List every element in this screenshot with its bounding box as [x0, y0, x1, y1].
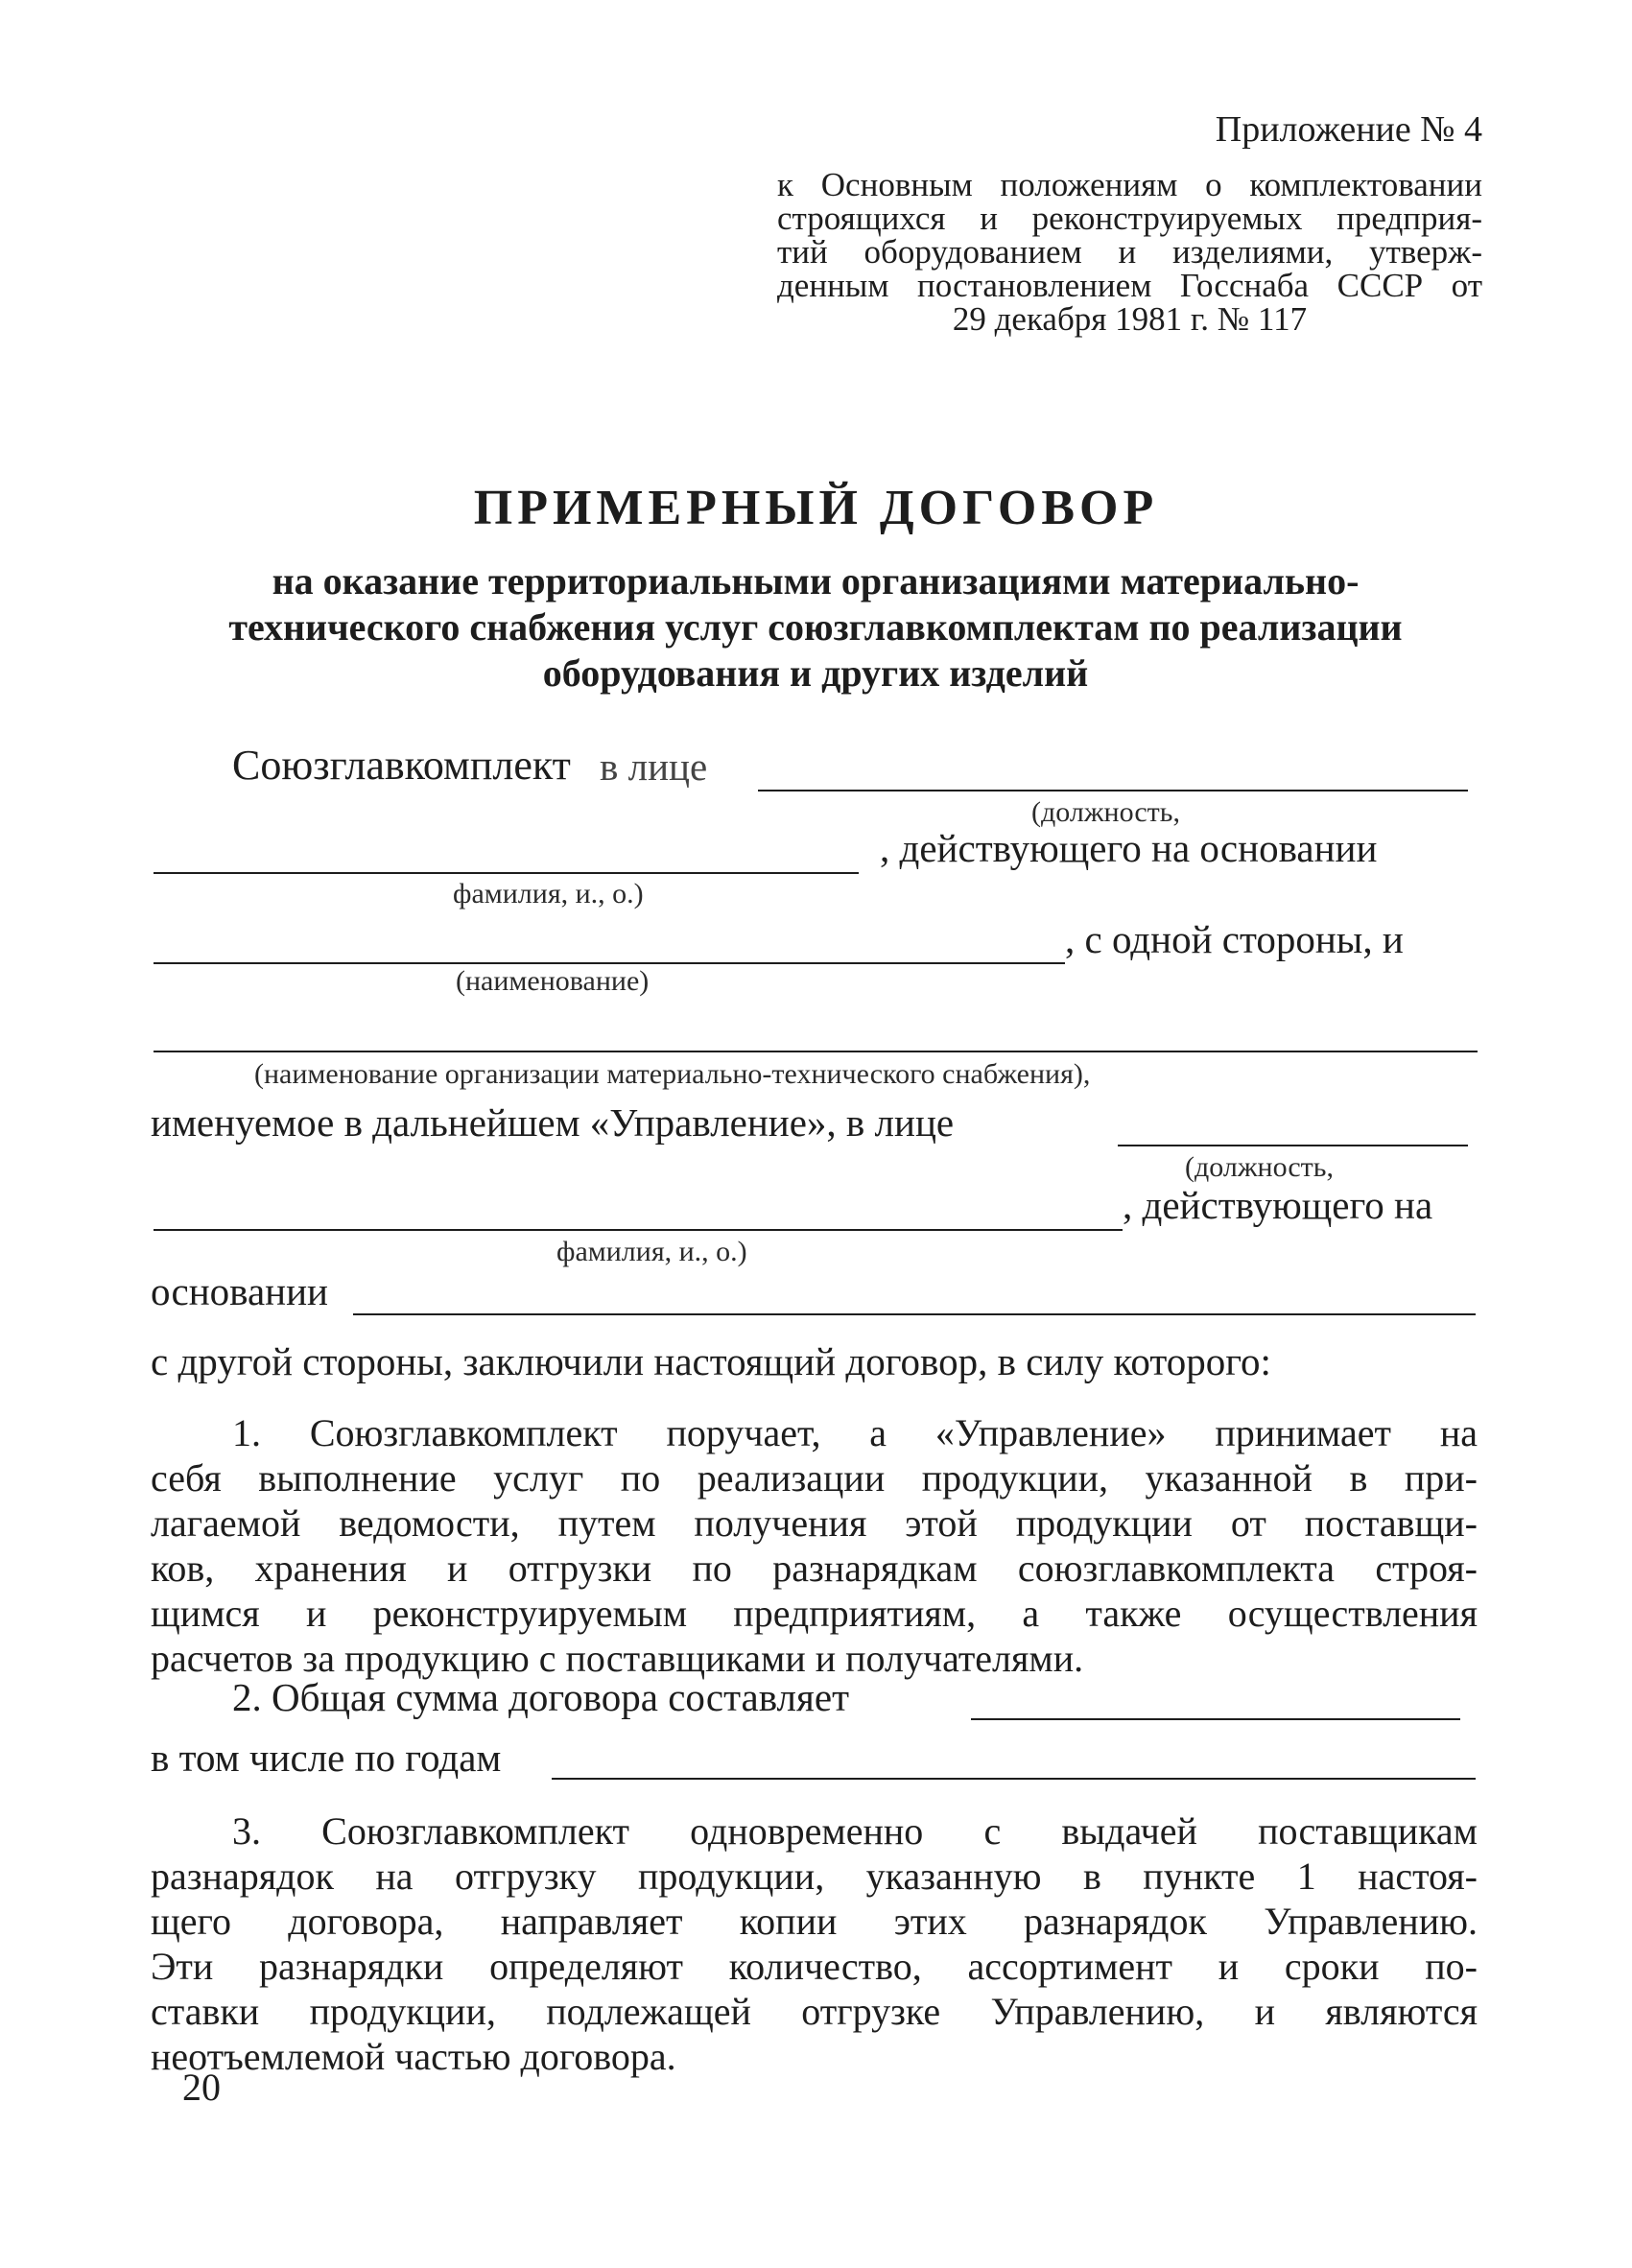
- appendix-basis-date: 29 декабря 1981 г. № 117: [952, 300, 1308, 338]
- clause-3-line: разнарядок на отгрузку продукции, указанную в пункте 1 настоя-: [151, 1855, 1478, 1898]
- clause-3: [151, 1808, 1478, 2079]
- position-hint: (должность,: [1031, 796, 1180, 828]
- appendix-basis-line: строящихся и реконструируемых предприя-: [777, 200, 1482, 237]
- position2-field-line[interactable]: [1118, 1145, 1468, 1146]
- clause-2-label: 2. Общая сумма договора составляет: [232, 1675, 849, 1719]
- appendix-basis-line: денным постановлением Госснаба СССР от: [777, 267, 1482, 304]
- position2-hint: (должность,: [1185, 1151, 1334, 1183]
- page-number: 20: [182, 2066, 221, 2109]
- in-person-label: в лице: [600, 744, 708, 789]
- years-field-line[interactable]: [552, 1778, 1476, 1780]
- org-field-line[interactable]: [154, 1051, 1478, 1052]
- form-row-basis: [151, 1268, 1478, 1320]
- one-side-label: , с одной стороны, и: [1065, 917, 1404, 961]
- clause-1-line: ков, хранения и отгрузки по разнарядкам союзглавкомплекта строя-: [151, 1547, 1478, 1590]
- appendix-header: [777, 109, 1482, 338]
- appendix-title: Приложение № 4: [1215, 109, 1482, 150]
- subtitle-line: на оказание территориальными организациями материально-: [272, 559, 1360, 602]
- party1-name: Союзглавкомплект: [232, 742, 571, 789]
- clause-3-line: ставки продукции, подлежащей отгрузке Управлению, и являются: [151, 1990, 1478, 2033]
- appendix-basis-line: к Основным положениям о комплектовании: [777, 166, 1482, 203]
- appendix-basis-line: тий оборудованием и изделиями, утверж-: [777, 233, 1482, 271]
- basis-field-line[interactable]: [353, 1313, 1476, 1315]
- clause-1-line: лагаемой ведомости, путем получения этой продукции от поставщи-: [151, 1501, 1478, 1545]
- acting-on-label: , действующего на: [1123, 1183, 1433, 1227]
- form-row-acting2: [151, 1182, 1478, 1234]
- clause-1-line: щимся и реконструируемым предприятиям, а также осуществления: [151, 1592, 1478, 1635]
- form-row-one-side: [151, 916, 1478, 968]
- fio-hint: фамилия, и., о.): [453, 878, 644, 910]
- clause-3-line: неотъемлемой частью договора.: [151, 2035, 676, 2078]
- clause-1: [151, 1410, 1478, 1681]
- document-subtitle: [144, 558, 1487, 697]
- form-row-acting: [151, 825, 1478, 877]
- clause-3-line: 3. Союзглавкомплект одновременно с выдачей поставщикам: [232, 1809, 1478, 1853]
- clause-2-years-label: в том числе по годам: [151, 1736, 502, 1780]
- form-row-named: [151, 1099, 1478, 1151]
- position-field-line[interactable]: [758, 790, 1468, 791]
- form-row-other-side: [151, 1338, 1478, 1390]
- clause-1-line: расчетов за продукцию с поставщиками и получателями.: [151, 1637, 1084, 1680]
- basis-label: основании: [151, 1269, 329, 1313]
- clause-1-line: себя выполнение услуг по реализации продукции, указанной в при-: [151, 1456, 1478, 1500]
- org-hint: (наименование организации материально-технического снабжения),: [254, 1058, 1091, 1090]
- form-row-party1: [151, 744, 1478, 795]
- clause-3-line: Эти разнарядки определяют количество, ассортимент и сроки по-: [151, 1945, 1478, 1988]
- clause-3-line: щего договора, направляет копии этих разнарядок Управлению.: [151, 1900, 1478, 1943]
- contract-sum-field-line[interactable]: [971, 1718, 1460, 1720]
- subtitle-line: технического снабжения услуг союзглавкомплектам по реализации: [228, 605, 1403, 649]
- other-side-text: с другой стороны, заключили настоящий договор, в силу которого:: [151, 1339, 1271, 1383]
- document-title: ПРИМЕРНЫЙ ДОГОВОР: [473, 481, 1159, 535]
- acting-basis-label: , действующего на основании: [880, 826, 1378, 870]
- subtitle-line: оборудования и других изделий: [542, 651, 1089, 695]
- clause-1-line: 1. Союзглавкомплект поручает, а «Управление» принимает на: [232, 1411, 1478, 1454]
- named-as-label: именуемое в дальнейшем «Управление», в лице: [151, 1100, 955, 1145]
- name-hint: (наименование): [456, 965, 650, 997]
- fio2-hint: фамилия, и., о.): [556, 1236, 747, 1267]
